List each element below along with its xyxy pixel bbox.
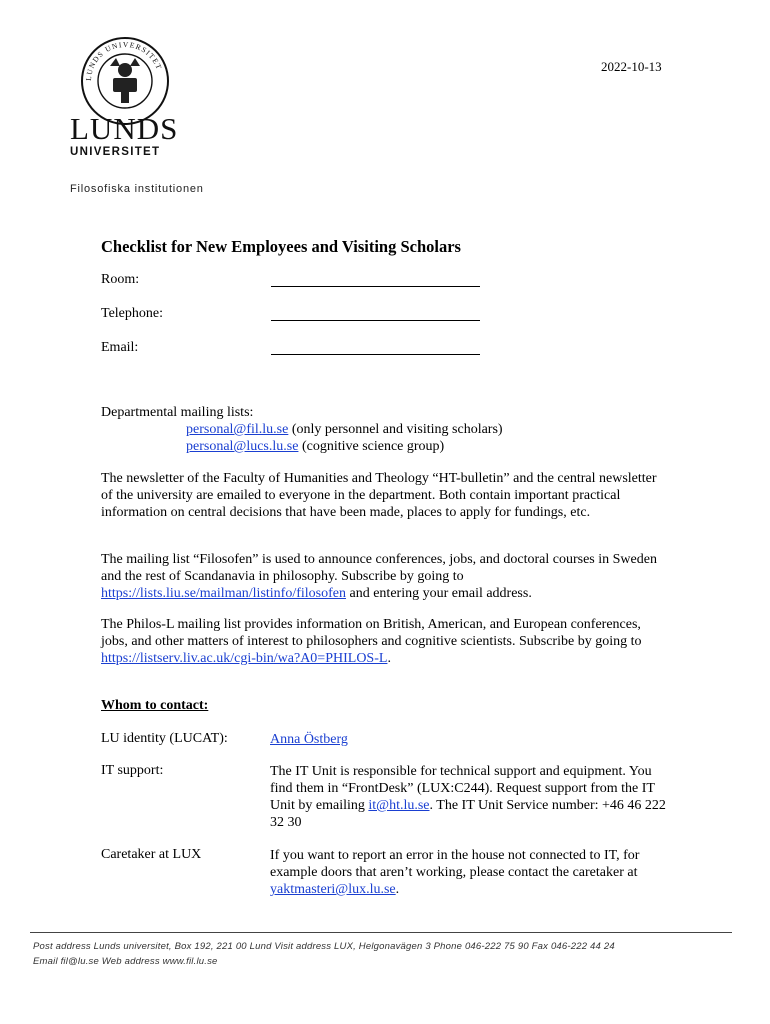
whom-to-contact-heading: Whom to contact: — [101, 698, 209, 713]
lucat-contact — [270, 731, 670, 748]
footer-contact: Email fil@lu.se Web address www.fil.lu.se — [33, 956, 218, 967]
department-name: Filosofiska institutionen — [70, 183, 204, 195]
filosofen-link[interactable]: https://lists.liu.se/mailman/listinfo/filosofen — [101, 586, 346, 601]
it-support-desc-end: . The IT Unit Service number: +46 46 222 32 30 — [270, 798, 666, 830]
caretaker-email-link[interactable]: yaktmasteri@lux.lu.se — [270, 882, 396, 897]
philosl-text: The Philos-L mailing list provides information on British, American, and European conferences, jobs, and other matters of interest to philosophers and cognitive scientists. Subscribe by going to — [101, 617, 642, 649]
wordmark-universitet: UNIVERSITET — [70, 146, 161, 158]
it-support-desc: The IT Unit is responsible for technical support and equipment. You find them in “FrontDesk” (LUX:C244). Request support from the IT Unit by emailing — [270, 764, 655, 813]
newsletter-paragraph: The newsletter of the Faculty of Humanities and Theology “HT-bulletin” and the central newsletter of the university are emailed to everyone in the department. Both contain important practical information on central decisions that have been made, places to apply for fundings, etc. — [101, 471, 657, 520]
wordmark-lunds: LUNDS — [70, 111, 179, 146]
mailing-list-personnel — [101, 421, 666, 438]
filosofen-text: The mailing list “Filosofen” is used to announce conferences, jobs, and doctoral courses in Sweden and the rest of Scandanavia in philosophy. Subscribe by going to — [101, 552, 657, 584]
document-date: 2022-10-13 — [601, 59, 662, 74]
mailing-lists-section — [101, 404, 666, 455]
it-support-text — [270, 763, 670, 831]
svg-text:LUNDS UNIVERSITET: LUNDS UNIVERSITET — [83, 39, 164, 82]
lucat-contact-link[interactable]: Anna Östberg — [270, 732, 348, 747]
philosl-link[interactable]: https://listserv.liv.ac.uk/cgi-bin/wa?A0=PHILOS-L — [101, 651, 388, 666]
philosl-paragraph — [101, 616, 666, 667]
room-fill-line — [271, 286, 480, 287]
caretaker-desc-end: . — [395, 882, 400, 897]
filosofen-paragraph — [101, 551, 666, 602]
cogsci-list-desc: (cognitive science group) — [298, 439, 445, 454]
personnel-list-desc: (only personnel and visiting scholars) — [288, 422, 503, 437]
it-support-email-link[interactable]: it@ht.lu.se — [368, 798, 430, 813]
footer-address: Post address Lunds universitet, Box 192, 221 00 Lund Visit address LUX, Helgonavägen 3 Phone 046-222 75 90 Fax 046-222 44 24 — [33, 941, 615, 952]
lucat-label: LU identity (LUCAT): — [101, 731, 228, 746]
footer-divider — [30, 932, 732, 933]
telephone-fill-line — [271, 320, 480, 321]
document-title: Checklist for New Employees and Visiting Scholars — [101, 237, 461, 256]
it-support-label: IT support: — [101, 763, 164, 778]
mailing-list-cogsci — [101, 438, 666, 455]
caretaker-desc: If you want to report an error in the house not connected to IT, for example doors that aren’t working, please contact the caretaker at — [270, 848, 640, 880]
philosl-text-end: . — [387, 651, 391, 666]
filosofen-text-end: and entering your email address. — [346, 586, 532, 601]
university-wordmark — [70, 111, 180, 158]
mailing-lists-intro: Departmental mailing lists: — [101, 405, 254, 420]
caretaker-text — [270, 847, 670, 898]
room-label: Room: — [101, 272, 140, 287]
caretaker-label: Caretaker at LUX — [101, 847, 202, 862]
email-label: Email: — [101, 340, 139, 355]
personnel-list-link[interactable]: personal@fil.lu.se — [186, 422, 289, 437]
telephone-label: Telephone: — [101, 306, 163, 321]
email-fill-line — [271, 354, 480, 355]
cogsci-list-link[interactable]: personal@lucs.lu.se — [186, 439, 299, 454]
